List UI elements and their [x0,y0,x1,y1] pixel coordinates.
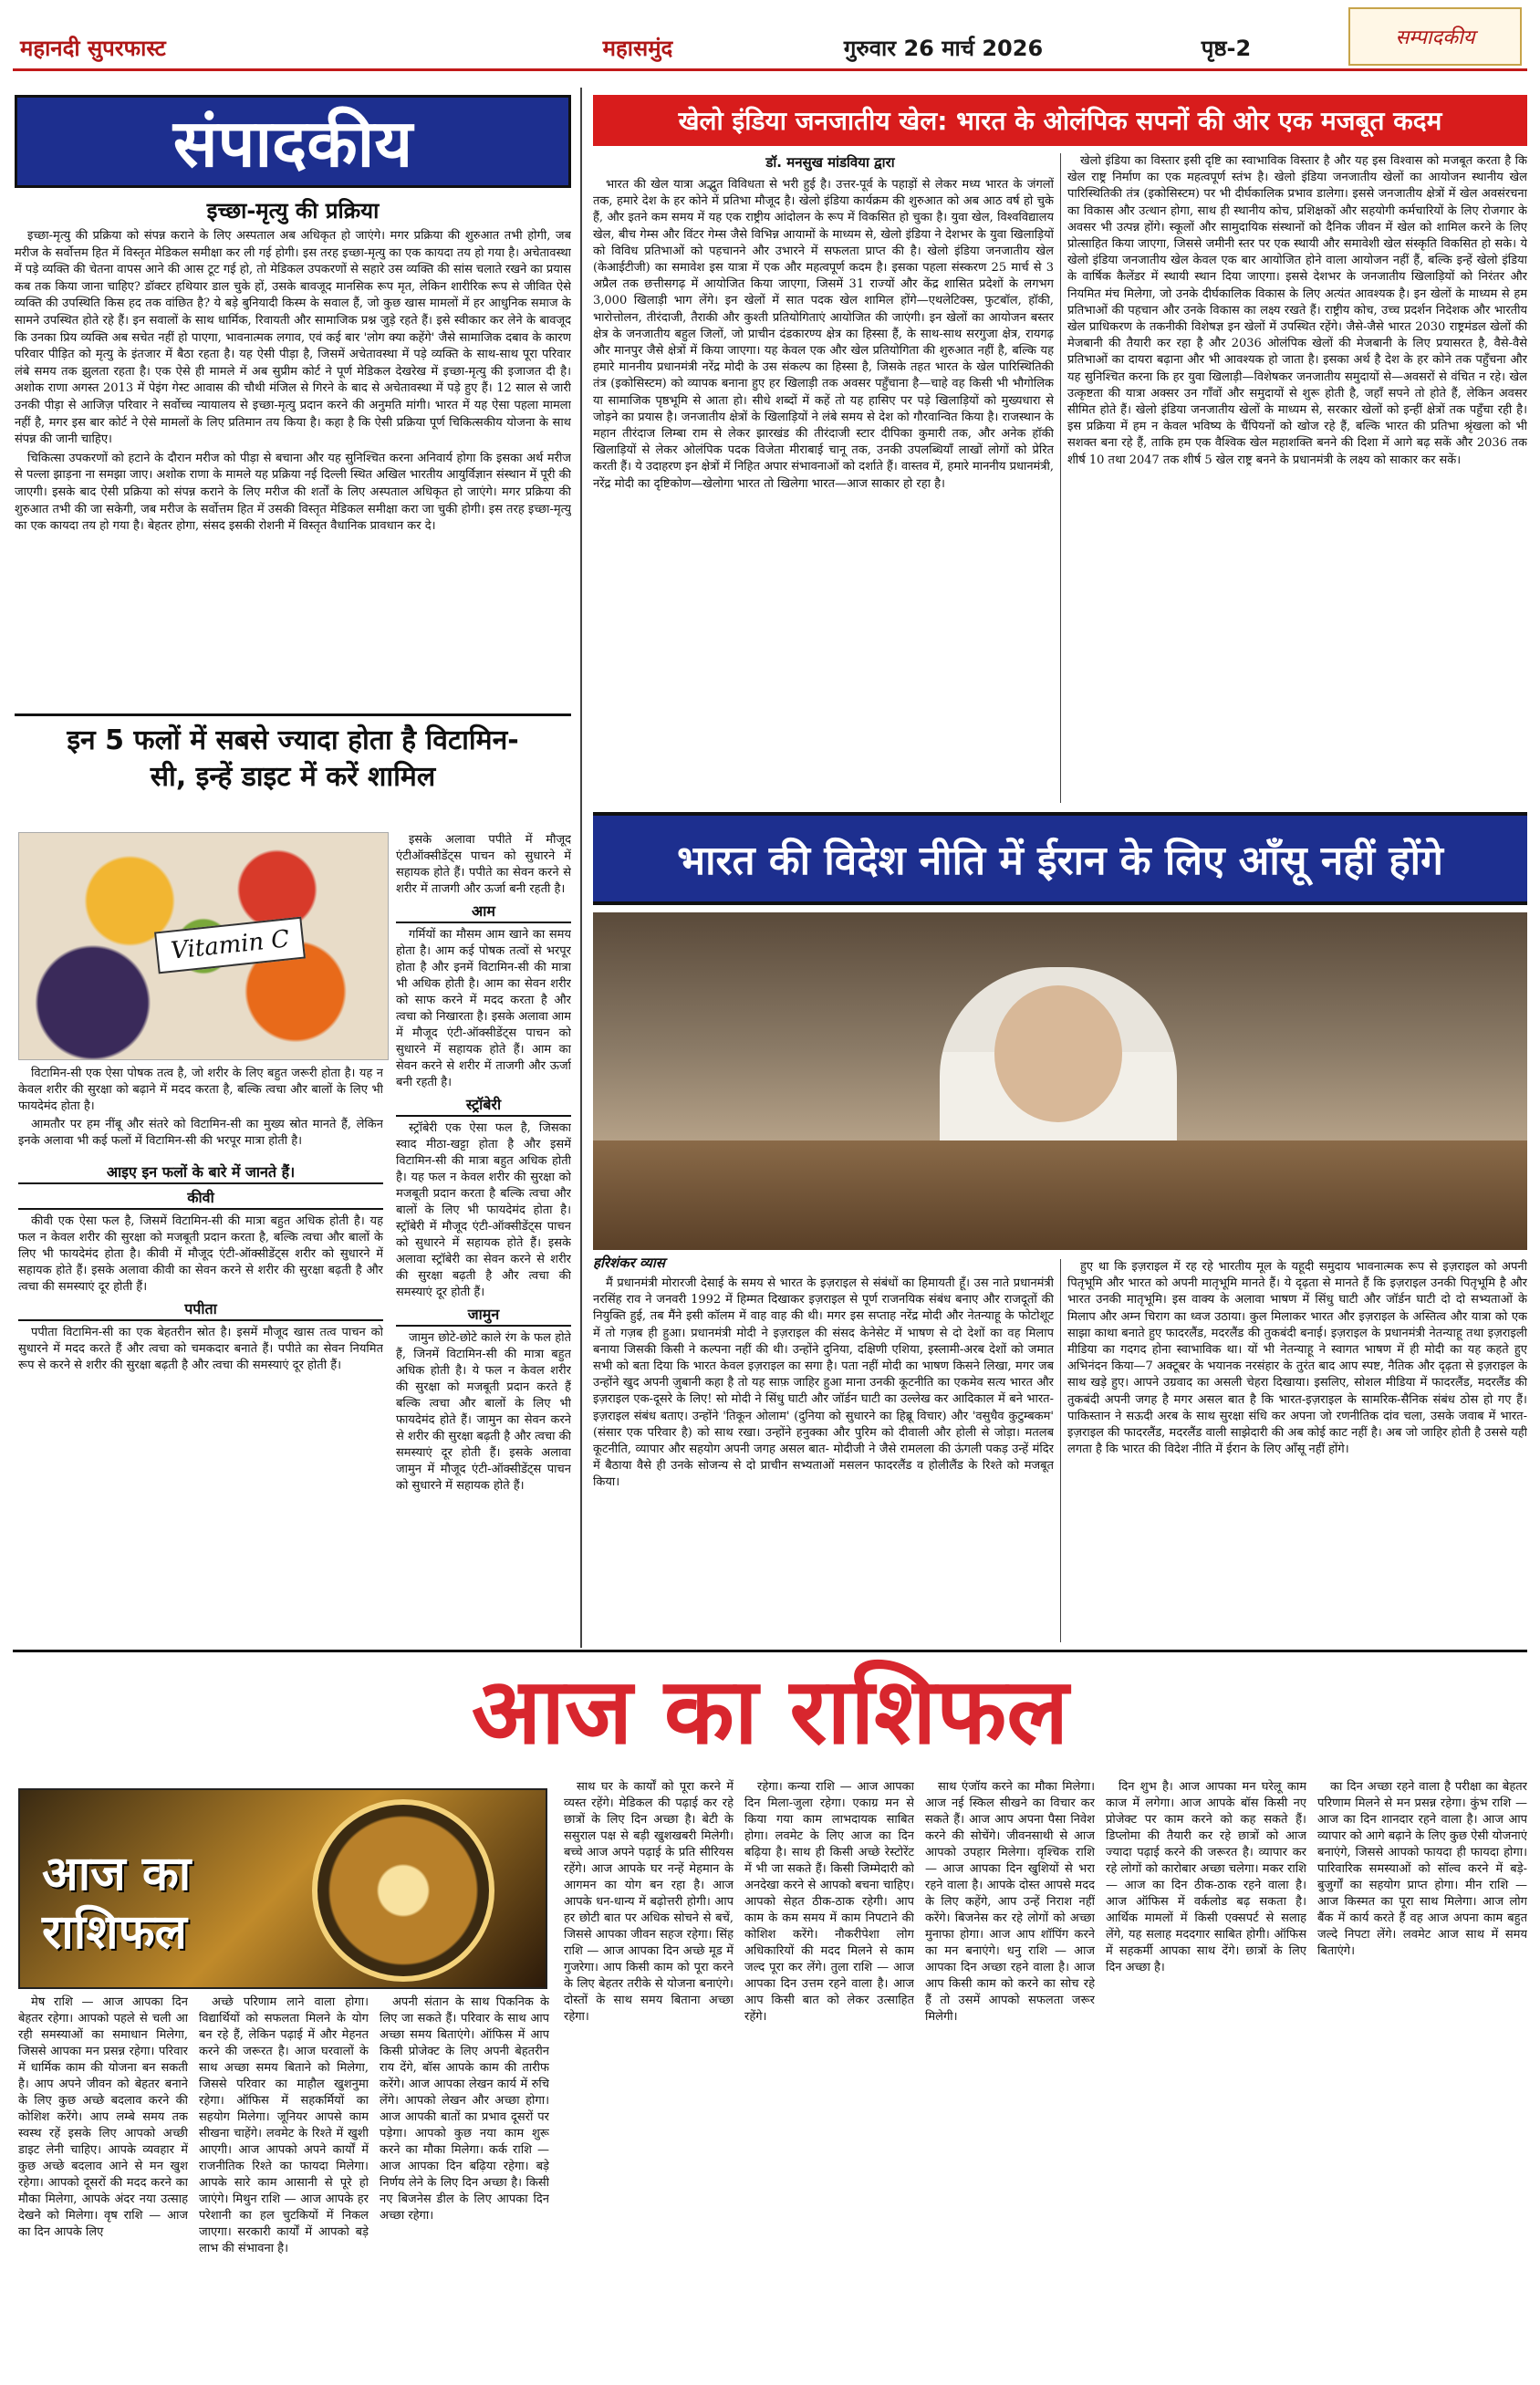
vitamin-intro [18,1066,383,1157]
strawberry-text: स्ट्रॉबेरी एक ऐसा फल है, जिसका स्वाद मीठा-खट्टा होता है और इसमें विटामिन-सी की मात्रा बहुत अधिक होती है। यह फल न केवल शरीर की सुरक्षा को मजबूती प्रदान करता है बल्कि त्वचा और बालों के लिए भी फायदेमंद होता है। स्ट्रॉबेरी में मौजूद एंटी-ऑक्सीडेंट्स पाचन को सुधारने में सहायक होते हैं। इसके अलावा स्ट्रॉबेरी का सेवन करने से शरीर की सुरक्षा बढ़ती है और त्वचा की समस्याएं दूर होती हैं। [396,1121,571,1299]
rashifal-col [564,1779,734,2378]
rashifal-col [925,1779,1095,2378]
logo-text: सम्पादकीय [1395,26,1475,49]
sampadkiya-logo [1348,7,1522,66]
city: महासमुंद [602,36,673,61]
column-divider [1060,1259,1061,1642]
jamun-text: जामुन छोटे-छोटे काले रंग के फल होते हैं, जिनमें विटामिन-सी की मात्रा बहुत अधिक होती है। ये फल न केवल शरीर की सुरक्षा को मजबूती प्रदान करते हैं बल्कि त्वचा और बालों के लिए भी फायदेमंद होते हैं। जामुन का सेवन करने से शरीर की सुरक्षा बढ़ती है और त्वचा की समस्याएं दूर होती हैं। इसके अलावा जामुन में मौजूद एंटी-ऑक्सीडेंट्स पाचन को सुधारने में सहायक होते हैं। [396,1331,571,1493]
khelo-col1-text: भारत की खेल यात्रा अद्भुत विविधता से भरी हुई है। उत्तर-पूर्व के पहाड़ों से लेकर मध्य भारत के जंगलों तक, हमारे देश के हर कोने में प्रतिभा मौजूद है। खेलो इंडिया कार्यक्रम की शुरुआत को अब आठ वर्ष हो चुके हैं, और इतने कम समय में यह एक राष्ट्रीय आंदोलन के रूप में विकसित हो चुका है। युवा खेल, विश्वविद्यालय खेल, बीच गेम्स और विंटर गेम्स जैसे विभिन्न आयामों के माध्यम से, खेलो इंडिया ने देशभर के युवा खिलाड़ियों को विविध प्रतिभाओं को पहचानने और उभारने में सफलता प्राप्त की है। खेलो इंडिया जनजातीय खेल (केआईटीजी) का समावेश इस यात्रा में एक और महत्वपूर्ण कदम है। इसका पहला संस्करण 25 मार्च से 3 अप्रैल तक छत्तीसगढ़ में आयोजित किया जाएगा, जिसमें 31 राज्यों और केंद्र शासित प्रदेशों के लगभग 3,000 खिलाड़ी भाग लेंगे। इन खेलों में सात पदक खेल शामिल होंगे—एथलेटिक्स, फुटबॉल, हॉकी, भारोत्तोलन, तीरंदाजी, तैराकी और कुश्ती प्रतियोगिताएं आयोजित की जाएंगी। इन खेलों का आयोजन बस्तर क्षेत्र के जनजातीय बहुल जिलों, जो प्राचीन दंडकारण्य क्षेत्र का हिस्सा हैं, के साथ-साथ सरगुजा क्षेत्र, रायगढ़ और मानपुर जैसे क्षेत्रों में किया जाएगा। यह केवल एक और खेल प्रतियोगिता की शुरुआत नहीं है, बल्कि यह हमारे माननीय प्रधानमंत्री नरेंद्र मोदी के उस संकल्प का हिस्सा है, जिसके तहत भारत के खेल पारिस्थितिकी तंत्र (इकोसिस्टम) को व्यापक बनाना हुए हर खिलाड़ी तक अवसर पहुँचाना है—चाहे वह किसी भी भौगोलिक या सामाजिक पृष्ठभूमि से आता हो। सीधे शब्दों में कहें तो यह हासिए पर पड़े खिलाड़ियों को मुख्यधारा से जोड़ने का प्रयास है। जनजातीय क्षेत्रों के खिलाड़ियों ने लंबे समय से देश को गौरवान्वित किया है। राजस्थान के महान तीरंदाज लिम्बा राम से लेकर झारखंड की तीरंदाजी स्टार दीपिका कुमारी तक, और अनेक हॉकी खिलाड़ियों से लेकर ओलंपिक पदक विजेता मीराबाई चानू तक, उनकी उपलब्धियाँ लाखों लोगों को प्रेरित करती हैं। ये उदाहरण इन क्षेत्रों में निहित अपार संभावनाओं को दर्शाते हैं। वास्तव में, हमारे माननीय प्रधानमंत्री, नरेंद्र मोदी का दृष्टिकोण—खेलोगा भारत तो खिलेगा भारत—आज साकार हो रहा है। [593,178,1054,491]
editorial-headline: इच्छा-मृत्यु की प्रक्रिया [206,198,380,224]
rashifal-col [744,1779,914,2378]
khelo-banner [593,95,1527,146]
editorial-paragraph: चिकित्सा उपकरणों को हटाने के दौरान मरीज को पीड़ा से बचाना और यह सुनिश्चित करना अनिवार्य होगा कि इसका अर्थ मरीज से पल्ला झाड़ना ना समझा जाए। अशोक राणा के मामले यह प्रक्रिया नई दिल्ली स्थित अखिल भारतीय आयुर्विज्ञान संस्थान में पूरी की जाएगी। इसके बाद ऐसी प्रक्रिया को संपन्न कराने के लिए मरीज की शर्तों के लिए अस्पताल अधिकृत हो जाएंगे। मगर प्रक्रिया की शुरुआत तभी की जा सकेगी, जब मरीज के सर्वोत्तम हित में उसकी विस्तृत मेडिकल समीक्षा करा जा चुकी होगी। इस तरह इच्छा-मृत्यु का एक कायदा तय हो गया है। बेहतर होगा, संसद इसकी रोशनी में विस्तृत वैधानिक प्रावधान कर दे। [15,451,571,534]
vitamin-right-text: इसके अलावा पपीते में मौजूद एंटीऑक्सीडेंट्स पाचन को सुधारने में सहायक होते हैं। पपीते का सेवन करने से शरीर में ताजगी और ऊर्जा बनी रहती है। [396,833,571,896]
editorial-banner [15,95,571,188]
page-number: पृष्ठ-2 [1201,36,1252,61]
papaya-text: पपीता विटामिन-सी का एक बेहतरीन स्रोत है। इसमें मौजूद खास तत्व पाचन को सुधारने में मदद करते हैं और त्वचा को चमकदार बनाते हैं। पपीते का सेवन नियमित रूप से करने से शरीर की सुरक्षा बढ़ती है और त्वचा की समस्याएं दूर होती हैं। [18,1326,383,1372]
rashifal-col [1317,1779,1527,2378]
khelo-byline: डॉ. मनसुख मांडविया द्वारा [765,154,895,171]
iran-banner [593,812,1527,905]
iran-col1-text: मैं प्रधानमंत्री मोरारजी देसाई के समय से भारत के इज़राइल से संबंधों का हिमायती हूँ। उस नाते प्रधानमंत्री नरसिंह राव ने जनवरी 1992 में हिम्मत दिखाकर इज़राइल से पूर्ण राजनयिक संबंध बनाए और राजदूतों की नियुक्ति हुई, तब मैंने इसी कॉलम में वाह वाह की थी। मगर इस सप्ताह नरेंद्र मोदी और नेतन्याहू के फोटोशूट में तो गज़ब ही हुआ। प्रधानमंत्री मोदी ने इज़राइल की संसद केनेसेट में भाषण से दो देशों का वह मिलाप बनाया जिसकी किसी ने कल्पना नहीं की थी। उन्होंने दुनिया, दक्षिणी एशिया, इस्लामी-अरब देशों को जमात सभी को बता दिया कि भारत केवल इज़राइल का सगा है। पता नहीं मोदी का भाषण किसने लिखा, मगर जब उन्होंने खुद अपनी ज़ुबानी कहा है तो यह साफ़ जाहिर हुआ माना उनकी कूटनीति का एकमेव सत्य भारत और इज़राइल एक-दूसरे के लिए! सो मोदी ने सिंधु घाटी और जॉर्डन घाटी का उल्लेख कर आदिकाल में बने भारत-इज़राइल संबंध बताए। उन्होंने 'तिकून ओलाम' (दुनिया को सुधारने का हिब्रू विचार) और 'वसुधैव कुटुम्बकम' (संसार एक परिवार है) को साथ रखा। उन्होंने हनुक्का और पुरिम को दीवाली और होली से जोड़ा। मतलब कूटनीति, व्यापार और सहयोग अपनी जगह असल बात- मोदीजी ने जैसे रामलला की ऊंगली पकड़ उन्हें मंदिर में बैठाया वैसे ही उनके सोजन्य से दो प्राचीन सभ्यताओं मसलन फादरलैंड व होलीलैंड के रिश्ते को मजबूत किया। [593,1276,1054,1490]
editorial-banner-text: संपादकीय [172,104,413,182]
vitamin-subhead: आइए इन फलों के बारे में जानते हैं। [18,1164,383,1184]
bench-foreground [593,1140,1527,1250]
vitamin-intro-text: विटामिन-सी एक ऐसा पोषक तत्व है, जो शरीर के लिए बहुत जरूरी होता है। यह न केवल शरीर की सुरक्षा को बढ़ाने में मदद करता है, बल्कि त्वचा और बालों के लिए भी फायदेमंद होता है। [18,1067,383,1113]
rashifal-text: का दिन अच्छा रहने वाला है परीक्षा का बेहतर परिणाम मिलने से मन प्रसन्न रहेगा। कुंभ राशि — आज का दिन शानदार रहने वाला है। आज आप व्यापार को आगे बढ़ाने के लिए कुछ ऐसी योजनाएं बनाएंगे, जिससे आपको फायदा ही फायदा होगा। पारिवारिक समस्याओं को सॉल्व करने में बड़े-बुजुर्गों का सहयोग प्राप्त होगा। मीन राशि — आज किस्मत का पूरा साथ मिलेगा। आज लोग बैंक में कार्य करते हैं वह आज अपना काम बहुत जल्दे निपटा लेंगे। लवमेट आज साथ में समय बिताएंगे। [1317,1780,1527,1958]
khelo-col1 [593,177,1054,801]
khelo-col2 [1067,153,1527,801]
strawberry-title: स्ट्रॉबेरी [396,1097,571,1117]
rashifal-text: रहेगा। कन्या राशि — आज आपका दिन मिला-जुला रहेगा। एकाग्र मन से किया गया काम लाभदायक साबित होगा। लवमेट के लिए आज का दिन बढ़िया है। साथ ही किसी अच्छे रेस्टोरेंट में भी जा सकते हैं। किसी जिम्मेदारी को अनदेखा करने से आपको बचना चाहिए। आपको सेहत ठीक-ठाक रहेगी। आप काम के कम समय में काम निपटाने की कोशिश करेंगे। नौकरीपेशा लोग अधिकारियों की मदद मिलने से काम जल्द पूरा कर लेंगे। तुला राशि — आज आपका दिन उत्तम रहने वाला है। आज आप किसी बात को लेकर उत्साहित रहेंगे। [744,1780,914,2024]
mango-text: गर्मियों का मौसम आम खाने का समय होता है। आम कई पोषक तत्वों से भरपूर होता है और इनमें विटामिन-सी की मात्रा भी अधिक होती है। आम का सेवन शरीर को साफ करने में मदद करता है और त्वचा को निखारता है। इसके अलावा आम में मौजूद एंटी-ऑक्सीडेंट्स पाचन को सुधारने में सहायक होते हैं। आम का सेवन करने से शरीर में ताजगी और ऊर्जा बनी रहती है। [396,928,571,1089]
column-divider [1060,153,1061,803]
newspaper-title: महानदी सुपरफास्ट [20,36,166,61]
vitamin-headline [15,723,571,796]
section-divider [15,713,571,716]
vitamin-right-col [396,832,571,1635]
parliament-photo [593,912,1527,1250]
rashifal-image [18,1788,547,1989]
mango-title: आम [396,903,571,923]
rashifal-col [199,1994,369,2378]
rashifal-text: मेष राशि — आज आपका दिन बेहतर रहेगा। आपको पहले से चली आ रही समस्याओं का समाधान मिलेगा, जिससे आपका मन प्रसन्न रहेगा। परिवार में धार्मिक काम की योजना बन सकती है। आप अपने जीवन को बेहतर बनाने के लिए कुछ अच्छे बदलाव करने की कोशिश करेंगे। आप लम्बे समय तक स्वस्थ रहें इसके लिए आपको अच्छी डाइट लेनी चाहिए। आपके व्यवहार में कुछ अच्छे बदलाव आने से मन खुश रहेगा। आपको दूसरों की मदद करने का मौका मिलेगा, आपके अंदर नया उत्साह देखने को मिलेगा। वृष राशि — आज का दिन आपके लिए [18,1995,188,2239]
khelo-banner-text: खेलो इंडिया जनजातीय खेल: भारत के ओलंपिक सपनों की ओर एक मजबूत कदम [678,106,1442,136]
khelo-col2-text: खेलो इंडिया का विस्तार इसी दृष्टि का स्वाभाविक विस्तार है और यह इस विश्वास को मजबूत करता है कि खेल राष्ट्र निर्माण का एक महत्वपूर्ण स्तंभ है। खेलो इंडिया जनजातीय खेलों का आयोजन स्थानीय खेल पारिस्थितिकी तंत्र (इकोसिस्टम) पर भी दीर्घकालिक प्रभाव डालेगा। इससे जनजातीय क्षेत्रों में खेल अवसंरचना का विकास और उत्थान होगा, साथ ही स्थानीय कोच, प्रशिक्षकों और सहयोगी कर्मचारियों के लिए रोजगार के अवसर भी उत्पन्न होंगे। स्कूलों और सामुदायिक संस्थानों को दैनिक जीवन में खेल को शामिल करने के लिए प्रोत्साहित किया जाएगा, जिससे जमीनी स्तर पर एक स्थायी और समावेशी खेल संस्कृति विकसित हो सके। ये खेलो इंडिया जनजातीय खेल केवल एक बार आयोजित होने वाला आयोजन नहीं हैं, बल्कि इन्हें खेलो इंडिया के वार्षिक कैलेंडर में स्थायी स्थान दिया जाएगा। इससे देशभर के जनजातीय खिलाड़ियों को निरंतर और नियमित मंच मिलेगा, जो उनके दीर्घकालिक विकास के लिए अत्यंत आवश्यक है। इन खेलों के माध्यम से हम प्रतिभाओं की पहचान और उनके विकास का लक्ष्य रखते हैं। राष्ट्रीय कोच, उच्च प्रदर्शन निदेशक और भारतीय खेल प्राधिकरण के तकनीकी विशेषज्ञ इन खेलों में उपस्थित रहेंगे। जैसे-जैसे भारत 2030 राष्ट्रमंडल खेलों की मेजबानी की तैयारी कर रहा है और 2036 ओलंपिक खेलों की मेजबानी के लिए प्रयासरत है, वैसे-वैसे प्रतिभाओं का दायरा बढ़ाना और भी आवश्यक हो जाता है। इसका अर्थ है देश के हर कोने तक पहुँचना और यह सुनिश्चित करना कि हर युवा खिलाड़ी—विशेषकर जनजातीय समुदायों से—अवसरों से वंचित न रहे। खेल उत्कृष्टता की यात्रा अक्सर उन गाँवों और समुदायों से शुरू होती है, जहाँ सपने तो होते हैं, लेकिन अवसर सीमित होते हैं। खेलो इंडिया जनजातीय खेलों के माध्यम से, सरकार खेलों को इन्हीं क्षेत्रों तक पहुँचा रही है। इस प्रक्रिया में हम न केवल भविष्य के चैंपियनों को खोज रहे हैं, बल्कि भारत की प्रतिभा श्रृंखला को भी सशक्त बना रहे हैं, ताकि हम एक वैश्विक खेल महाशक्ति बनने की दिशा में आगे बढ़ सकें और 2036 तक शीर्ष 10 तथा 2047 तक शीर्ष 5 खेल राष्ट्र बनने के प्रधानमंत्री के लक्ष्य को साकार कर सकें। [1067,154,1527,467]
vitamin-c-image [18,832,389,1060]
vitamin-headline-line2: सी, इन्हें डाइट में करें शामिल [150,761,436,793]
vitamin-c-label: Vitamin C [154,917,306,974]
rashifal-image-text: आज का राशिफल [42,1847,192,1960]
column-divider [580,88,582,1648]
editorial-body [15,228,571,712]
rashifal-text: साथ एंजॉय करने का मौका मिलेगा। आज नई स्किल सीखने का विचार कर सकते हैं। आज आप अपना पैसा निवेश करने की सोचेंगे। जीवनसाथी से आज आपको उपहार मिलेगा। वृश्चिक राशि — आज आपका दिन खुशियों से भरा रहने वाला है। आपके दोस्त आपसे मदद के लिए कहेंगे, आप उन्हें निराश नहीं करेंगे। बिजनेस कर रहे लोगों को अच्छा मुनाफा होगा। आज आप शॉपिंग करने का मन बनाएंगे। धनु राशि — आज आपका दिन अच्छा रहने वाला है। आज आप किसी काम को करने का सोच रहे हैं तो उसमें आपको सफलता जरूर मिलेगी। [925,1780,1095,2024]
rashifal-text: दिन शुभ है। आज आपका मन घरेलू काम काज में लगेगा। आज आपके बॉस किसी नए प्रोजेक्ट पर काम करने को कह सकते हैं। डिप्लोमा की तैयारी कर रहे छात्रों को आज ज्यादा पढ़ाई करने की जरूरत है। व्यापार कर रहे लोगों को कारोबार अच्छा चलेगा। मकर राशि — आज का दिन ठीक-ठाक रहने वाला है। आज ऑफिस में वर्कलोड बढ़ सकता है। आर्थिक मामलों में किसी एक्सपर्ट से सलाह लेंगे, यह सलाह मददगार साबित होगी। ऑफिस में सहकर्मी आपका साथ देंगे। छात्रों के लिए दिन अच्छा है। [1106,1780,1306,1974]
editorial-paragraph: इच्छा-मृत्यु की प्रक्रिया को संपन्न कराने के लिए अस्पताल अब अधिकृत हो जाएंगे। मगर प्रक्रिया की शुरुआत तभी होगी, जब मरीज के सर्वोत्तम हित में विस्तृत मेडिकल समीक्षा कर ली गई होगी। इस तरह इच्छा-मृत्यु का एक कायदा तय हो गया है। अचेतावस्था में पड़े व्यक्ति की चेतना वापस आने की आस टूट गई हो, तो मेडिकल उपकरणों से सहारे उस व्यक्ति की सांस चलाते रखने का प्रयास कब तक किया जाना चाहिए? डॉक्टर हथियार डाल चुके हों, उसके बावजूद मानसिक रूप मृत, लेकिन शारीरिक रूप से जीवित ऐसे व्यक्ति की उपस्थिति किस हद तक वांछित है? ये बड़े बुनियादी किस्म के सवाल हैं, जो कुछ खास मामलों में हर आधुनिक समाज के सामने उपस्थित होते रहे हैं। इन सवालों के साथ धार्मिक, रिवायती और सामाजिक प्रश्न जुड़े रहते हैं। इसे स्वीकार कर लेने के बावजूद कि उनका प्रिय व्यक्ति अब सचेत नहीं हो पाएगा, भावनात्मक लगाव, एवं कई बार 'लोग क्या कहेंगे' जैसे सामाजिक दबाव के कारण परिवार पीड़ित को मृत्यु के इंतजार में बैठा रहता है। यह ऐसी पीड़ा है, जिसमें अचेतावस्था में पड़े व्यक्ति के साथ-साथ पूरा परिवार लंबे समय तक झुलता रहता है। एक ऐसे ही मामले में अब सुप्रीम कोर्ट ने पूर्ण मेडिकल देखरेख में इच्छा-मृत्यु की इजाजत दी है। अशोक राणा अगस्त 2013 में पेइंग गेस्ट आवास की चौथी मंजिल से गिरने के बाद से अचेतावस्था में पड़े हुए हैं। 12 साल से जारी उनकी पीड़ा से आजिज़ परिवार ने सर्वोच्च न्यायालय से इच्छा-मृत्यु प्रदान करने की अनुमति मांगी। भारत में यह ऐसा पहला मामला नहीं है, मगर इस बार कोर्ट ने ऐसे मामलों के लिए प्रतिमान तय किया है। कहा है कि ऐसी प्रक्रिया पूर्ण चिकित्सकीय योजना के साथ संपन्न की जानी चाहिए। [15,229,571,447]
iran-banner-text: भारत की विदेश नीति में ईरान के लिए आँसू नहीं होंगे [677,838,1443,884]
vitamin-headline-line1: इन 5 फलों में सबसे ज्यादा होता है विटामिन- [67,724,519,756]
masthead [13,27,1527,71]
rashifal-text: अच्छे परिणाम लाने वाला होगा। विद्यार्थियों को सफलता मिलने के योग बन रहे हैं, लेकिन पढ़ाई में और मेहनत करने की जरूरत है। आज घरवालों के साथ अच्छा समय बिताने को मिलेगा, जिससे परिवार का माहौल खुशनुमा रहेगा। ऑफिस में सहकर्मियों का सहयोग मिलेगा। जूनियर आपसे काम सीखना चाहेंगे। लवमेट के रिश्ते में खुशी आएगी। आज आपको अपने कार्यों में राजनीतिक रिश्ते का फायदा मिलेगा। आपके सारे काम आसानी से पूरे हो जाएंगे। मिथुन राशि — आज आपके हर परेशानी का हल चुटकियों में निकल जाएगा। सरकारी कार्यों में आपको बड़े लाभ की संभावना है। [199,1995,369,2255]
rashifal-col [18,1994,188,2378]
papaya-title: पपीता [18,1301,383,1321]
jamun-title: जामुन [396,1307,571,1327]
iran-col1 [593,1276,1054,1640]
iran-col2 [1067,1259,1527,1642]
issue-date: गुरुवार 26 मार्च 2026 [843,36,1044,61]
iran-byline: हरिशंकर व्यास [593,1255,665,1271]
vitamin-intro-text-2: आमतौर पर हम नींबू और संतरे को विटामिन-सी का मुख्य स्रोत मानते हैं, लेकिन इनके अलावा भी कई फलों में विटामिन-सी की भरपूर मात्रा होती है। [18,1118,383,1148]
iran-col2-text: हुए था कि इज़राइल में रह रहे भारतीय मूल के यहूदी समुदाय भावनात्मक रूप से इज़राइल को अपनी पितृभूमि और भारत को अपनी मातृभूमि मानते हैं। ये दृढ़ता से मानते हैं कि इज़राइल उनकी पितृभूमि है और भारत उनकी मातृभूमि। इस वाक्य के अलावा भाषण में सिंधु घाटी और जॉर्डन घाटी दो दो सभ्यताओं के मिलाप और अम्न चिराग का ध्वज उठाया। कुल मिलाकर भारत और इज़राइल के अस्तित्व और यात्रा को एक साझा काथा बनाते हुए फादरलैंड, मदरलैंड की तुकबंदी बनाई। इज़राइल के प्रधानमंत्री नेतन्याहू तथा इज़राइली मीडिया का गदगद होना स्वाभाविक था। यों भी नेतन्याहू ने स्वागत भाषण में ही मोदी का यह कहते हुए अभिनंदन किया—7 अक्टूबर के भयानक नरसंहार के तुरंत बाद आप स्पष्ट, नैतिक और दृढ़ता से इज़राइल के साथ खड़े हुए। आपने उग्रवाद का असली चेहरा दिखाया। इसलिए, सोशल मीडिया में फादरलैंड, मदरलैंड की तुकबंदी अपनी जगह है मगर असल बात है कि भारत-इज़राइल के सामरिक-सैनिक संबंध ठोस हो गए हैं। पाकिस्तान ने सऊदी अरब के साथ सुरक्षा संधि कर अपना जो रणनीतिक दांव चला, उसके जवाब में भारत-इज़राइल की फादरलैंड, मदरलैंड वाली साझेदारी की अब कोई काट नहीं है। अब जो जाहिर होती है उससे यही लगता है कि भारत की विदेश नीति में ईरान के लिए आँसू नहीं होंगे। [1067,1260,1527,1457]
zodiac-wheel-icon [312,1799,494,1982]
rashifal-col [380,1994,549,2378]
rashifal-text: साथ घर के कार्यों को पूरा करने में व्यस्त रहेंगे। मेडिकल की पढ़ाई कर रहे छात्रों के लिए दिन अच्छा है। बेटी के ससुराल पक्ष से बड़ी खुशखबरी मिलेगी। बच्चे आज अपने पढ़ाई के प्रति सीरियस रहेंगे। आज आपके घर नन्हें मेहमान के आगमन का योग बन रहा है। आज आपके धन-धान्य में बढ़ोत्तरी होगी। आप हर छोटी बात पर अधिक सोचने से बचें, जिससे आपका जीवन सहज रहेगा। सिंह राशि — आज आपका दिन अच्छे मूड में गुजरेगा। आप किसी काम को पूरा करने के लिए बेहतर तरीके से योजना बनाएंगे। दोस्तों के साथ समय बिताना अच्छा रहेगा। [564,1780,734,2024]
kiwi-text: कीवी एक ऐसा फल है, जिसमें विटामिन-सी की मात्रा बहुत अधिक होती है। यह फल न केवल शरीर की सुरक्षा को मजबूती प्रदान करता है, बल्कि त्वचा और बालों के लिए भी फायदेमंद होता है। कीवी में मौजूद एंटी-ऑक्सीडेंट्स शरीर को सुधारने में सहायक होते हैं। इसके अलावा कीवी का सेवन करने से शरीर की सुरक्षा बढ़ती है और त्वचा की समस्याएं दूर होती हैं। [18,1214,383,1294]
rashifal-title: आज का राशिफल [471,1658,1069,1765]
rashifal-col [1106,1779,1306,2378]
vitamin-left-col [18,1159,383,1642]
kiwi-title: कीवी [18,1190,383,1210]
section-divider [13,1650,1527,1652]
rashifal-text: अपनी संतान के साथ पिकनिक के लिए जा सकते हैं। परिवार के साथ आप अच्छा समय बिताएंगे। ऑफिस में आप किसी प्रोजेक्ट के लिए अपनी बेहतरीन राय देंगे, बॉस आपके काम की तारीफ करेंगे। आज आपका लेखन कार्य में रुचि लेंगे। आपको लेखन और अच्छा होगा। आज आपकी बातों का प्रभाव दूसरों पर पड़ेगा। आपको कुछ नया काम शुरू करने का मौका मिलेगा। कर्क राशि — आज आपका दिन बढ़िया रहेगा। बड़े निर्णय लेने के लिए दिन अच्छा है। किसी नए बिजनेस डील के लिए आपका दिन अच्छा रहेगा। [380,1995,549,2223]
speaker-face [994,985,1122,1122]
